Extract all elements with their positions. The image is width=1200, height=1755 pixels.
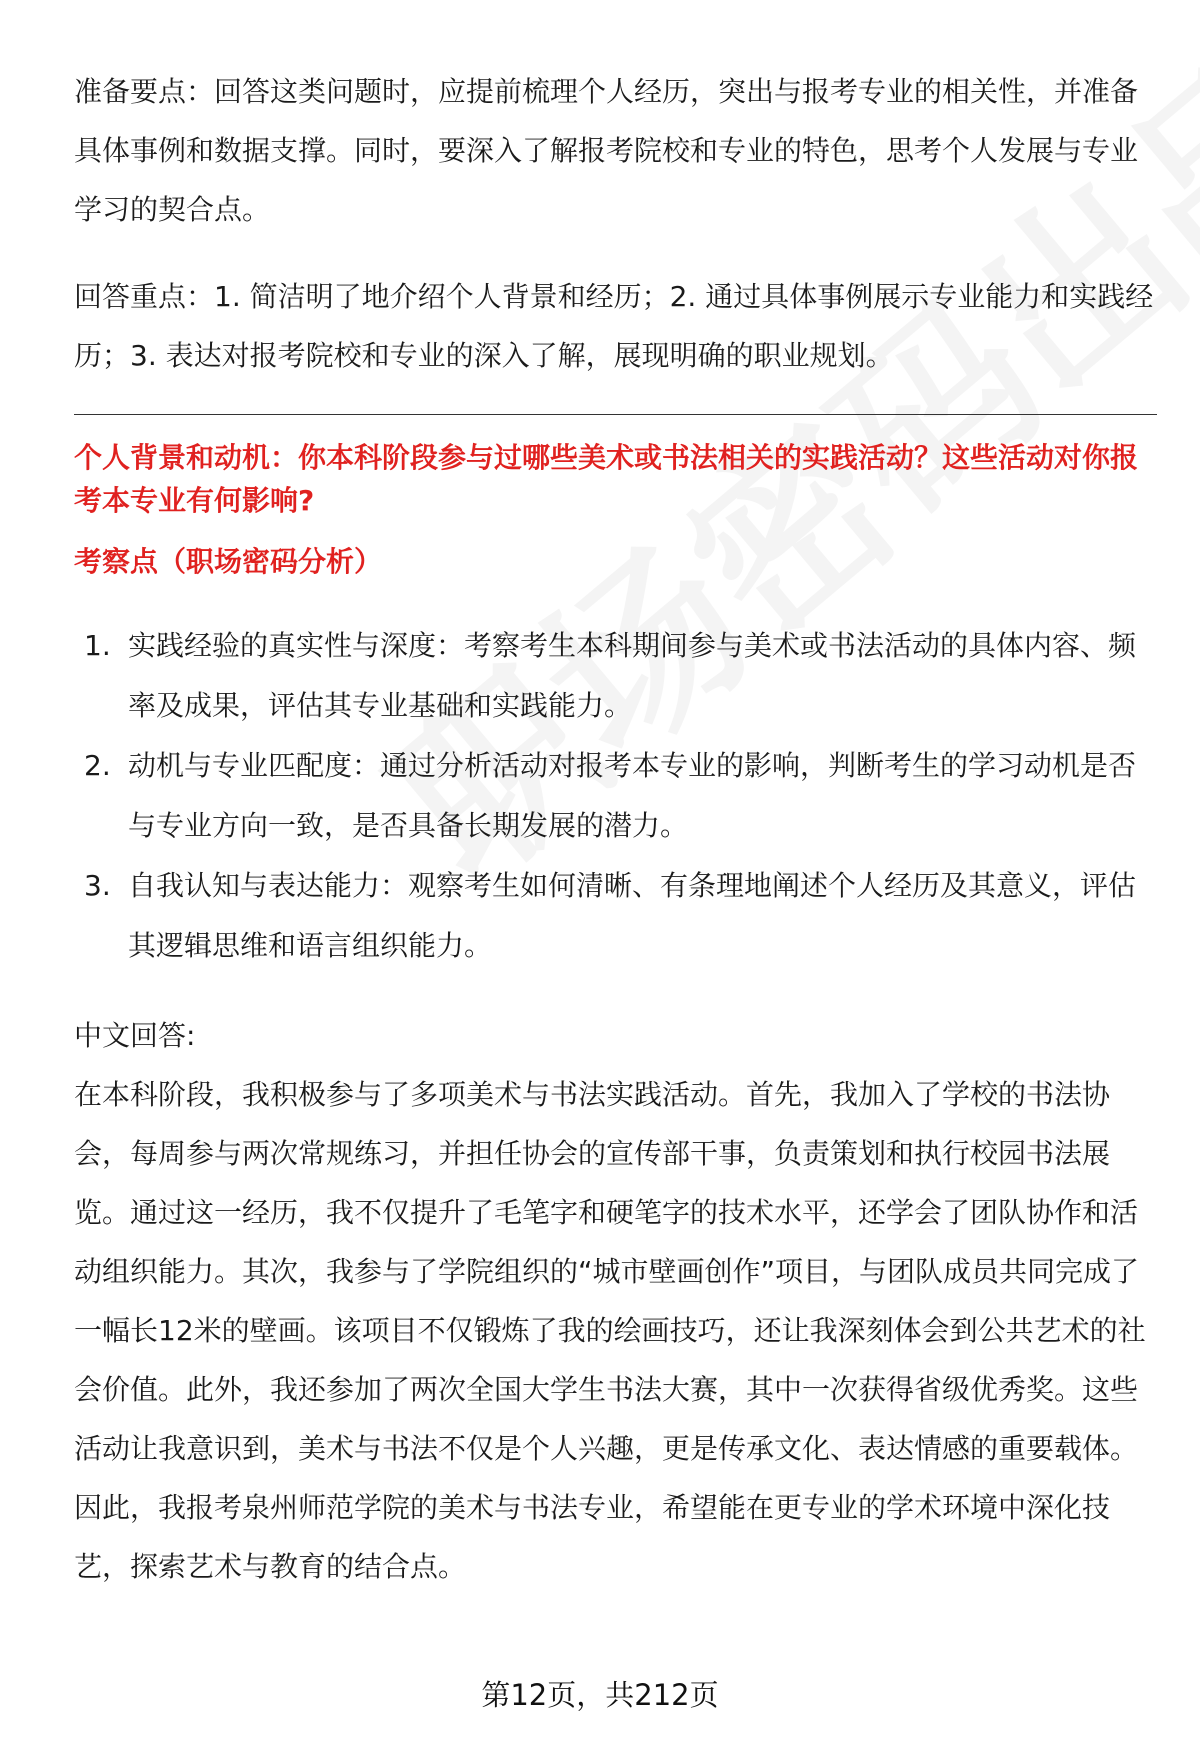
assessment-points-list xyxy=(74,616,1157,976)
answer-paragraph: 在本科阶段，我积极参与了多项美术与书法实践活动。首先，我加入了学校的书法协会，每周参与两次常规练习，并担任协会的宣传部干事，负责策划和执行校园书法展览。通过这一经历，我不仅提升了毛笔字和硬笔字的技术水平，还学会了团队协作和活动组织能力。其次，我参与了学院组织的“城市壁画创作”项目，与团队成员共同完成了一幅长12米的壁画。该项目不仅锻炼了我的绘画技巧，还让我深刻体会到公共艺术的社会价值。此外，我还参加了两次全国大学生书法大赛，其中一次获得省级优秀奖。这些活动让我意识到，美术与书法不仅是个人兴趣，更是传承文化、表达情感的重要载体。因此，我报考泉州师范学院的美术与书法专业，希望能在更专业的学术环境中深化技艺，探索艺术与教育的结合点。 xyxy=(74,1078,1146,1583)
list-item xyxy=(74,856,1157,976)
list-item-text: 自我认知与表达能力：观察考生如何清晰、有条理地阐述个人经历及其意义，评估其逻辑思维和语言组织能力。 xyxy=(128,869,1137,962)
prep-points-paragraph: 准备要点：回答这类问题时，应提前梳理个人经历，突出与报考专业的相关性，并准备具体事例和数据支撑。同时，要深入了解报考院校和专业的特色，思考个人发展与专业学习的契合点。 xyxy=(74,75,1139,226)
paragraph-gap xyxy=(74,239,1157,267)
list-item xyxy=(74,616,1157,736)
document-page xyxy=(74,62,1157,1596)
question-title: 个人背景和动机：你本科阶段参与过哪些美术或书法相关的实践活动？这些活动对你报考本专业有何影响? xyxy=(74,441,1139,517)
list-item-text: 动机与专业匹配度：通过分析活动对报考本专业的影响，判断考生的学习动机是否与专业方向一致，是否具备长期发展的潜力。 xyxy=(128,749,1137,842)
list-item xyxy=(74,736,1157,856)
answer-label: 中文回答: xyxy=(74,1019,196,1052)
page-number: 第12页，共212页 xyxy=(481,1678,719,1712)
section-heading: 考察点（职场密码分析） xyxy=(74,545,383,578)
answer-points-paragraph: 回答重点：1. 简洁明了地介绍个人背景和经历；2. 通过具体事例展示专业能力和实践经历；3. 表达对报考院校和专业的深入了解，展现明确的职业规划。 xyxy=(74,280,1154,372)
list-item-number: 3. xyxy=(84,869,111,902)
list-item-text: 实践经验的真实性与深度：考察考生本科期间参与美术或书法活动的具体内容、频率及成果，评估其专业基础和实践能力。 xyxy=(128,629,1137,722)
section-divider xyxy=(74,414,1157,415)
list-item-number: 2. xyxy=(84,749,111,782)
list-item-number: 1. xyxy=(84,629,111,662)
